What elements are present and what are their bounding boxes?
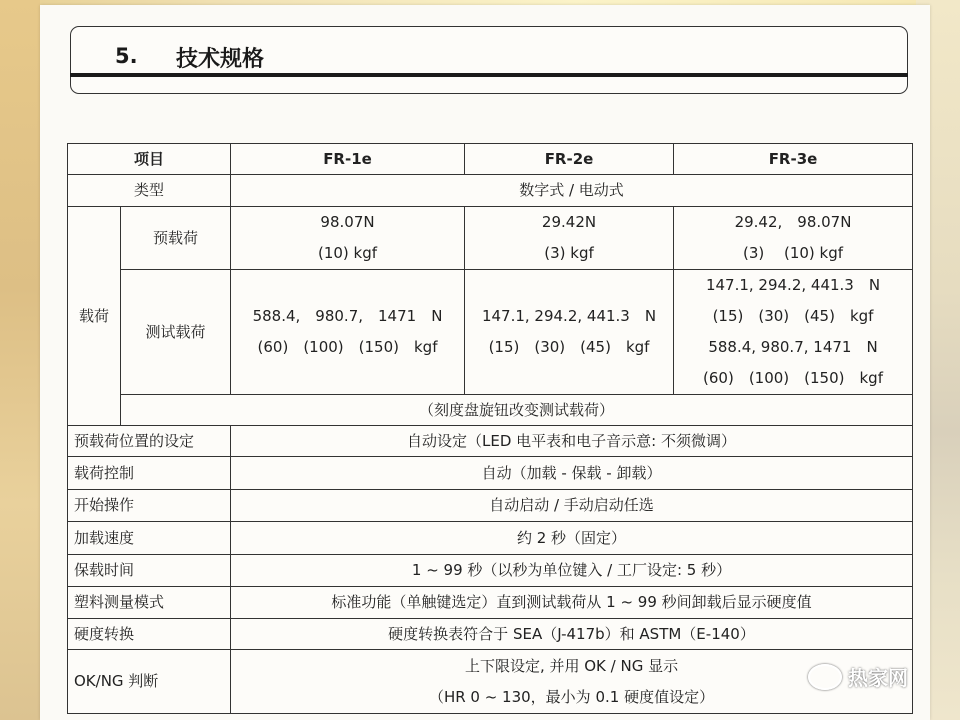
- testload-fr1e-n: 588.4, 980.7, 1471 N: [252, 307, 443, 325]
- row-value: 自动（加载 - 保载 - 卸载）: [231, 457, 913, 490]
- section-title-rule: [70, 73, 908, 77]
- row-label: 预载荷位置的设定: [68, 426, 231, 457]
- row-label: 加载速度: [68, 522, 231, 555]
- testload-fr3e-kgf2: (60) (100) (150) kgf: [703, 369, 883, 387]
- testload-label: 测试载荷: [121, 270, 231, 395]
- row-label: 载荷控制: [68, 457, 231, 490]
- section-title: 技术规格: [176, 47, 265, 72]
- row-value: 标准功能（单触键选定）直到测试载荷从 1 ~ 99 秒间卸载后显示硬度值: [231, 587, 913, 619]
- watermark: [808, 662, 908, 691]
- testload-fr2e: [465, 270, 674, 395]
- type-label: 类型: [68, 175, 231, 207]
- section-number: 5.: [115, 44, 138, 68]
- preload-fr1e: [231, 207, 465, 270]
- table-row: [68, 587, 913, 619]
- testload-fr1e: [231, 270, 465, 395]
- testload-fr3e: [674, 270, 913, 395]
- preload-fr2e: [465, 207, 674, 270]
- table-row: [68, 457, 913, 490]
- header-fr2e: FR-2e: [465, 144, 674, 175]
- testload-fr3e-kgf1: (15) (30) (45) kgf: [712, 307, 874, 325]
- header-item: 项目: [68, 144, 231, 175]
- row-label: 塑料测量模式: [68, 587, 231, 619]
- preload-fr2e-kgf: (3) kgf: [544, 244, 594, 262]
- table-row: [68, 175, 913, 207]
- row-label: 开始操作: [68, 490, 231, 522]
- table-row: [68, 619, 913, 650]
- okng-line2: （HR 0 ~ 130，最小为 0.1 硬度值设定）: [428, 687, 715, 706]
- table-row: [68, 270, 913, 395]
- row-value: 约 2 秒（固定）: [231, 522, 913, 555]
- table-header-row: [68, 144, 913, 175]
- header-fr3e: FR-3e: [674, 144, 913, 175]
- preload-fr3e-n: 29.42, 98.07N: [734, 213, 852, 231]
- table-row: [68, 555, 913, 587]
- preload-label: 预载荷: [121, 207, 231, 270]
- spec-table: [67, 143, 913, 714]
- table-row: [68, 650, 913, 714]
- table-row: [68, 207, 913, 270]
- testload-fr2e-n: 147.1, 294.2, 441.3 N: [481, 307, 657, 325]
- table-row: [68, 522, 913, 555]
- table-row: [68, 426, 913, 457]
- preload-fr3e: [674, 207, 913, 270]
- row-label: 硬度转换: [68, 619, 231, 650]
- row-value: 硬度转换表符合于 SEA（J-417b）和 ASTM（E-140）: [231, 619, 913, 650]
- row-label: 保载时间: [68, 555, 231, 587]
- preload-fr3e-kgf: (3) (10) kgf: [742, 244, 844, 262]
- row-value: 自动设定（LED 电平表和电子音示意: 不须微调）: [231, 426, 913, 457]
- load-note: （刻度盘旋钮改变测试载荷）: [121, 395, 913, 426]
- background-left: [0, 0, 40, 720]
- table-row: [68, 395, 913, 426]
- testload-fr3e-n1: 147.1, 294.2, 441.3 N: [705, 276, 881, 294]
- row-value: 1 ~ 99 秒（以秒为单位键入 / 工厂设定: 5 秒）: [231, 555, 913, 587]
- okng-label: OK/NG 判断: [68, 650, 231, 714]
- table-row: [68, 490, 913, 522]
- preload-fr1e-n: 98.07N: [320, 213, 375, 231]
- testload-fr1e-kgf: (60) (100) (150) kgf: [257, 338, 438, 356]
- testload-fr3e-n2: 588.4, 980.7, 1471 N: [708, 338, 878, 356]
- header-fr1e: FR-1e: [231, 144, 465, 175]
- testload-fr2e-kgf: (15) (30) (45) kgf: [488, 338, 650, 356]
- type-value: 数字式 / 电动式: [231, 175, 913, 207]
- preload-fr2e-n: 29.42N: [541, 213, 597, 231]
- preload-fr1e-kgf: (10) kgf: [317, 244, 378, 262]
- load-label: 载荷: [68, 207, 121, 426]
- wechat-icon: [808, 664, 842, 690]
- watermark-text: 热家网: [848, 666, 908, 690]
- row-value: 自动启动 / 手动启动任选: [231, 490, 913, 522]
- okng-line1: 上下限设定, 并用 OK / NG 显示: [464, 656, 679, 675]
